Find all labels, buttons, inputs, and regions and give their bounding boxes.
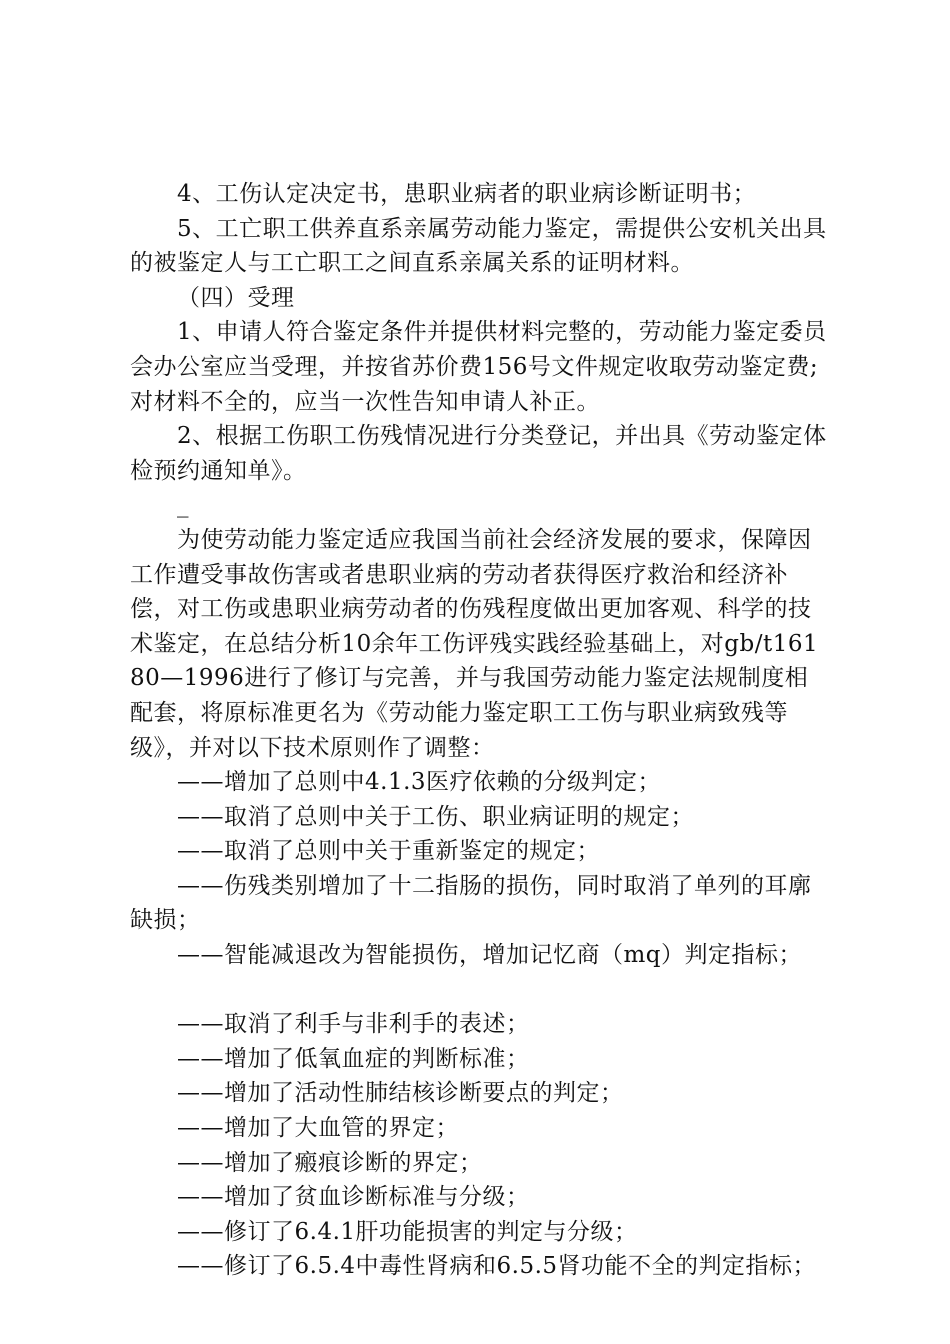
list-item-change: ——修订了6.5.4中毒性肾病和6.5.5肾功能不全的判定指标； <box>177 1253 817 1280</box>
list-item-change: ——智能减退改为智能损伤，增加记忆商（mq）判定指标； <box>177 942 803 969</box>
paragraph-acceptance-1: 1、申请人符合鉴定条件并提供材料完整的，劳动能力鉴定委员会办公室应当受理，并按省苏价费156号文件规定收取劳动鉴定费;对材料不全的，应当一次性告知申请人补正。 <box>130 319 827 415</box>
blank-line <box>130 973 830 1008</box>
document-body <box>130 177 830 1284</box>
list-item-change: ——增加了大血管的界定； <box>177 1115 459 1142</box>
section-heading-acceptance: （四）受理 <box>177 284 295 311</box>
list-item-change: ——修订了6.4.1肝功能损害的判定与分级； <box>177 1218 638 1245</box>
list-item-change: ——伤残类别增加了十二指肠的损伤，同时取消了单列的耳廓缺损； <box>130 872 812 934</box>
list-item-change: ——增加了低氧血症的判断标准； <box>177 1045 530 1072</box>
paragraph-intro: 为使劳动能力鉴定适应我国当前社会经济发展的要求，保障因工作遭受事故伤害或者患职业病的劳动者获得医疗救治和经济补偿，对工伤或患职业病劳动者的伤残程度做出更加客观、科学的技术鉴定，在总结分析10余年工伤评残实践经验基础上，对gb/t16180—1996进行了修订与完善，并与我国劳动能力鉴定法规制度相配套，将原标准更名为《劳动能力鉴定职工工伤与职业病致残等级》，并对以下技术原则作了调整： <box>130 526 819 761</box>
paragraph-acceptance-2: 2、根据工伤职工伤残情况进行分类登记，并出具《劳动鉴定体检预约通知单》。 <box>130 423 827 484</box>
list-item-change: ——增加了活动性肺结核诊断要点的判定； <box>177 1080 624 1107</box>
list-item-change: ——增加了瘢痕诊断的界定； <box>177 1149 483 1176</box>
list-item-change: ——取消了总则中关于重新鉴定的规定； <box>177 838 600 865</box>
list-item-change: ——取消了总则中关于工伤、职业病证明的规定； <box>177 803 694 830</box>
paragraph-item-5: 5、工亡职工供养直系亲属劳动能力鉴定，需提供公安机关出具的被鉴定人与工亡职工之间直系亲属关系的证明材料。 <box>130 215 827 277</box>
paragraph-item-4: 4、工伤认定决定书，患职业病者的职业病诊断证明书； <box>177 181 757 207</box>
list-item-change: ——取消了利手与非利手的表述； <box>177 1011 530 1038</box>
separator-mark: _ <box>177 492 189 519</box>
list-item-change: ——增加了总则中4.1.3医疗依赖的分级判定； <box>177 769 662 796</box>
list-item-change: ——增加了贫血诊断标准与分级； <box>177 1184 530 1211</box>
